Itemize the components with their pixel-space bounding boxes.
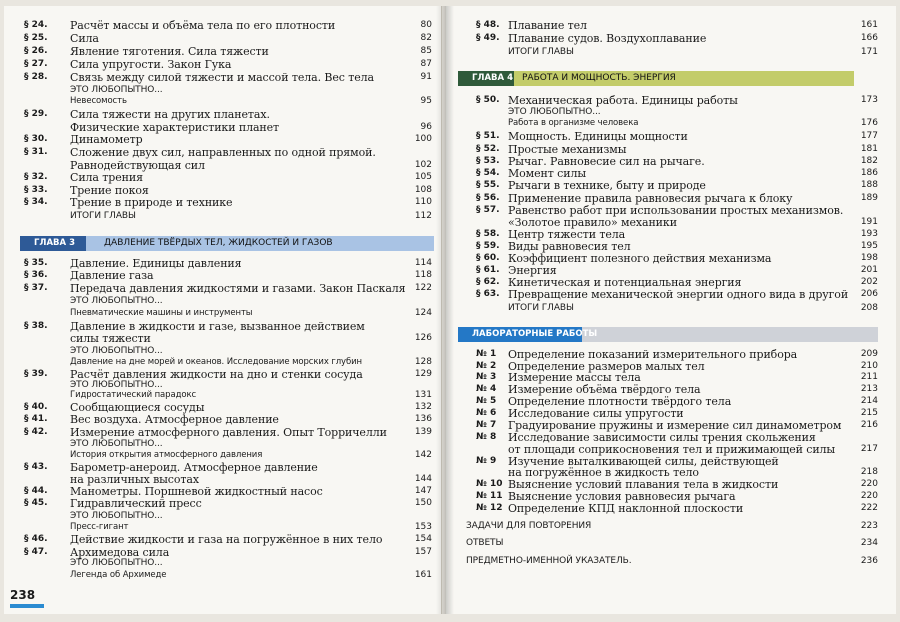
entry-title: Момент силы [508,167,587,180]
entry-title: ЭТО ЛЮБОПЫТНО... [70,439,163,449]
entry-title: ЭТО ЛЮБОПЫТНО... [70,296,163,306]
entry-number: § 60. [476,253,500,263]
entry-number: § 27. [24,59,48,69]
entry-page-number: 215 [860,408,878,418]
entry-number: № 3 [476,372,497,382]
entry-page-number: 100 [414,134,432,144]
entry-page-number: 217 [860,444,878,454]
entry-title: ИТОГИ ГЛАВЫ [508,303,574,313]
entry-page-number: 188 [860,180,878,190]
entry-page-number: 193 [860,229,878,239]
entry-number: № 7 [476,420,497,430]
entry-title: силы тяжести [70,332,151,345]
entry-title: Измерение атмосферного давления. Опыт Торричелли [70,426,387,439]
entry-title: Вес воздуха. Атмосферное давление [70,413,279,426]
left-page [4,6,442,614]
entry-page-number: 201 [860,265,878,275]
entry-number: § 58. [476,229,500,239]
entry-page-number: 198 [860,253,878,263]
chapter-title: РАБОТА И МОЩНОСТЬ. ЭНЕРГИЯ [522,73,676,83]
entry-number: № 2 [476,361,497,371]
entry-title: Сообщающиеся сосуды [70,401,205,414]
entry-title: ОТВЕТЫ [466,538,504,548]
entry-number: § 55. [476,180,500,190]
entry-number: § 56. [476,193,500,203]
entry-title: Физические характеристики планет [70,121,280,134]
entry-page-number: 80 [420,20,432,30]
entry-title: Определение размеров малых тел [508,360,705,373]
entry-page-number: 223 [860,521,878,531]
entry-title: Исследование силы упругости [508,407,684,420]
chapter-label: ГЛАВА 3 [20,236,86,251]
entry-page-number: 132 [414,402,432,412]
entry-page-number: 126 [414,333,432,343]
entry-page-number: 96 [420,122,432,132]
entry-page-number: 150 [414,498,432,508]
entry-title: «Золотое правило» механики [508,216,677,229]
toc-entry [446,288,896,301]
entry-number: § 30. [24,134,48,144]
toc-section [446,555,896,568]
entry-number: § 31. [24,147,48,157]
entry-page-number: 186 [860,168,878,178]
entry-page-number: 95 [420,96,432,106]
lab-entry [446,502,896,515]
chapter-header [20,236,434,251]
entry-title: Сила [70,32,99,45]
page-number-bar [10,604,44,608]
entry-number: § 53. [476,156,500,166]
entry-number: § 24. [24,20,48,30]
entry-number: § 38. [24,321,48,331]
entry-title: Динамометр [70,133,143,146]
right-page [446,6,896,614]
entry-page-number: 108 [414,185,432,195]
entry-number: § 35. [24,258,48,268]
entry-number: № 6 [476,408,497,418]
entry-page-number: 216 [860,420,878,430]
entry-title: Мощность. Единицы мощности [508,130,688,143]
entry-page-number: 222 [860,503,878,513]
toc-entry [4,413,441,426]
entry-title: Невесомость [70,96,127,106]
entry-number: № 5 [476,396,497,406]
entry-title: Кинетическая и потенциальная энергия [508,276,742,289]
entry-title: ЭТО ЛЮБОПЫТНО... [70,85,163,95]
entry-title: Передача давления жидкостями и газами. Закон Паскаля [70,282,406,295]
entry-title: Градуирование пружины и измерение сил динамометром [508,419,842,432]
entry-number: § 26. [24,46,48,56]
entry-page-number: 218 [860,467,878,477]
entry-page-number: 153 [414,522,432,532]
entry-page-number: 208 [860,303,878,313]
entry-number: § 45. [24,498,48,508]
entry-number: § 59. [476,241,500,251]
entry-page-number: 191 [860,217,878,227]
entry-number: § 33. [24,185,48,195]
entry-title: ЭТО ЛЮБОПЫТНО... [70,511,163,521]
entry-page-number: 213 [860,384,878,394]
entry-title: на погружённое в жидкость тело [508,466,699,479]
entry-number: § 51. [476,131,500,141]
entry-page-number: 177 [860,131,878,141]
entry-page-number: 176 [860,118,878,128]
entry-title: Барометр-анероид. Атмосферное давление [70,461,318,474]
entry-title: ЭТО ЛЮБОПЫТНО... [70,346,163,356]
entry-number: № 8 [476,432,497,442]
entry-title: Плавание тел [508,19,587,32]
toc-entry [4,196,441,209]
entry-number: § 41. [24,414,48,424]
entry-page-number: 85 [420,46,432,56]
entry-page-number: 189 [860,193,878,203]
entry-title: Гидростатический парадокс [70,390,197,400]
toc-entry [4,108,441,121]
entry-page-number: 147 [414,486,432,496]
entry-number: № 11 [476,491,503,501]
entry-number: § 37. [24,283,48,293]
entry-title: ЭТО ЛЮБОПЫТНО... [508,107,601,117]
entry-title: Архимедова сила [70,546,170,559]
entry-number: § 36. [24,270,48,280]
entry-title: Измерение массы тела [508,371,641,384]
entry-number: № 4 [476,384,497,394]
entry-page-number: 220 [860,491,878,501]
toc-entry [4,71,441,84]
entry-title: Связь между силой тяжести и массой тела. Вес тела [70,71,374,84]
entry-number: § 40. [24,402,48,412]
entry-number: § 34. [24,197,48,207]
toc-entry [4,210,441,223]
entry-title: Выяснение условий плавания тела в жидкости [508,478,779,491]
toc-entry [4,19,441,32]
entry-title: Простые механизмы [508,143,627,156]
toc-section [446,537,896,550]
entry-page-number: 122 [414,283,432,293]
toc-entry [4,332,441,345]
toc-entry [446,32,896,45]
entry-title: Пресс-гигант [70,522,129,532]
entry-title: Определение плотности твёрдого тела [508,395,732,408]
entry-title: от площади соприкосновения тел и прижимающей силы [508,443,836,456]
entry-title: Плавание судов. Воздухоплавание [508,32,707,45]
entry-title: Механическая работа. Единицы работы [508,94,738,107]
entry-number: № 12 [476,503,503,513]
toc-entry [4,269,441,282]
entry-number: § 63. [476,289,500,299]
entry-title: Определение КПД наклонной плоскости [508,502,744,515]
entry-number: § 47. [24,547,48,557]
entry-number: § 49. [476,33,500,43]
entry-title: Исследование зависимости силы трения скольжения [508,431,816,444]
entry-title: ИТОГИ ГЛАВЫ [70,211,136,221]
entry-title: Изучение выталкивающей силы, действующей [508,455,779,468]
toc-entry [446,302,896,315]
entry-number: § 25. [24,33,48,43]
toc-entry [4,533,441,546]
entry-number: § 62. [476,277,500,287]
entry-page-number: 110 [414,197,432,207]
entry-title: Сложение двух сил, направленных по одной прямой. [70,146,376,159]
entry-page-number: 129 [414,369,432,379]
entry-number: § 29. [24,109,48,119]
toc-entry [4,497,441,510]
entry-title: Измерение объёма твёрдого тела [508,383,701,396]
entry-title: ПРЕДМЕТНО-ИМЕННОЙ УКАЗАТЕЛЬ. [466,556,632,566]
entry-title: Работа в организме человека [508,118,639,128]
entry-title: Рычаги в технике, быту и природе [508,179,706,192]
entry-page-number: 139 [414,427,432,437]
chapter-label: ГЛАВА 4 [458,71,514,86]
entry-title: Виды равновесия тел [508,240,631,253]
entry-number: § 57. [476,205,500,215]
entry-title: Давление на дне морей и океанов. Исследование морских глубин [70,357,363,367]
entry-number: § 48. [476,20,500,30]
entry-number: § 32. [24,172,48,182]
entry-page-number: 128 [414,357,432,367]
entry-title: История открытия атмосферного давления [70,450,263,460]
entry-title: Расчёт давления жидкости на дно и стенки сосуда [70,368,363,381]
entry-number: § 46. [24,534,48,544]
page-number: 238 [10,588,36,602]
entry-number: § 39. [24,369,48,379]
entry-page-number: 161 [414,570,432,580]
entry-page-number: 157 [414,547,432,557]
entry-page-number: 211 [860,372,878,382]
toc-entry [4,133,441,146]
entry-page-number: 171 [860,47,878,57]
entry-number: § 50. [476,95,500,105]
entry-title: Трение в природе и технике [70,196,233,209]
entry-page-number: 82 [420,33,432,43]
entry-page-number: 182 [860,156,878,166]
entry-page-number: 105 [414,172,432,182]
entry-title: на различных высотах [70,473,199,486]
entry-page-number: 195 [860,241,878,251]
entry-page-number: 131 [414,390,432,400]
entry-title: Применение правила равновесия рычага к блоку [508,192,793,205]
toc-entry [446,117,896,130]
entry-title: Выяснение условия равновесия рычага [508,490,736,503]
entry-page-number: 214 [860,396,878,406]
entry-title: Давление в жидкости и газе, вызванное действием [70,320,365,333]
entry-page-number: 114 [414,258,432,268]
entry-title: Сила трения [70,171,143,184]
entry-number: № 1 [476,349,497,359]
entry-title: Расчёт массы и объёма тела по его плотности [70,19,336,32]
entry-title: Гидравлический пресс [70,497,202,510]
entry-title: ЭТО ЛЮБОПЫТНО... [70,558,163,568]
entry-page-number: 202 [860,277,878,287]
entry-page-number: 124 [414,308,432,318]
entry-page-number: 236 [860,556,878,566]
entry-page-number: 234 [860,538,878,548]
entry-title: Определение показаний измерительного прибора [508,348,798,361]
toc-entry [4,32,441,45]
entry-title: ЭТО ЛЮБОПЫТНО... [70,380,163,390]
entry-number: § 61. [476,265,500,275]
toc-entry [446,130,896,143]
entry-title: Коэффициент полезного действия механизма [508,252,772,265]
toc-entry [4,45,441,58]
toc-entry [4,282,441,295]
entry-page-number: 91 [420,72,432,82]
entry-page-number: 144 [414,474,432,484]
toc-entry [4,95,441,108]
entry-page-number: 210 [860,361,878,371]
entry-title: ИТОГИ ГЛАВЫ [508,47,574,57]
entry-title: Сила тяжести на других планетах. [70,108,270,121]
entry-page-number: 136 [414,414,432,424]
entry-number: § 28. [24,72,48,82]
entry-title: Рычаг. Равновесие сил на рычаге. [508,155,705,168]
entry-title: ЗАДАЧИ ДЛЯ ПОВТОРЕНИЯ [466,521,592,531]
entry-title: Давление. Единицы давления [70,257,242,270]
entry-number: § 54. [476,168,500,178]
toc-section [446,520,896,533]
entry-number: § 43. [24,462,48,472]
entry-page-number: 161 [860,20,878,30]
entry-page-number: 154 [414,534,432,544]
entry-title: Центр тяжести тела [508,228,626,241]
entry-title: Пневматические машины и инструменты [70,308,253,318]
entry-title: Явление тяготения. Сила тяжести [70,45,269,58]
entry-page-number: 209 [860,349,878,359]
entry-title: Легенда об Архимеде [70,570,167,580]
entry-page-number: 173 [860,95,878,105]
entry-title: Энергия [508,264,557,277]
entry-title: Действие жидкости и газа на погружённое в них тело [70,533,383,546]
entry-page-number: 142 [414,450,432,460]
entry-title: Равнодействующая сил [70,159,205,172]
toc-entry [4,146,441,159]
entry-page-number: 181 [860,144,878,154]
entry-title: Давление газа [70,269,154,282]
entry-title: Превращение механической энергии одного вида в другой [508,288,849,301]
entry-number: § 44. [24,486,48,496]
entry-number: § 52. [476,144,500,154]
toc-entry [446,179,896,192]
entry-page-number: 87 [420,59,432,69]
entry-title: Равенство работ при использовании простых механизмов. [508,204,844,217]
entry-title: Сила упругости. Закон Гука [70,58,232,71]
entry-page-number: 102 [414,160,432,170]
entry-number: № 10 [476,479,503,489]
toc-entry [4,171,441,184]
entry-title: Манометры. Поршневой жидкостный насос [70,485,323,498]
chapter-header [458,71,854,86]
entry-title: Трение покоя [70,184,149,197]
toc-entry [4,569,441,582]
entry-page-number: 206 [860,289,878,299]
chapter-header [458,327,878,342]
toc-entry [446,46,896,59]
toc-entry [4,58,441,71]
entry-number: § 42. [24,427,48,437]
entry-number: № 9 [476,456,497,466]
chapter-label: ЛАБОРАТОРНЫЕ РАБОТЫ [458,327,582,342]
toc-entry [4,307,441,320]
entry-page-number: 220 [860,479,878,489]
entry-page-number: 112 [414,211,432,221]
toc-entry [446,19,896,32]
chapter-title: ДАВЛЕНИЕ ТВЁРДЫХ ТЕЛ, ЖИДКОСТЕЙ И ГАЗОВ [104,238,333,248]
entry-page-number: 118 [414,270,432,280]
entry-page-number: 166 [860,33,878,43]
